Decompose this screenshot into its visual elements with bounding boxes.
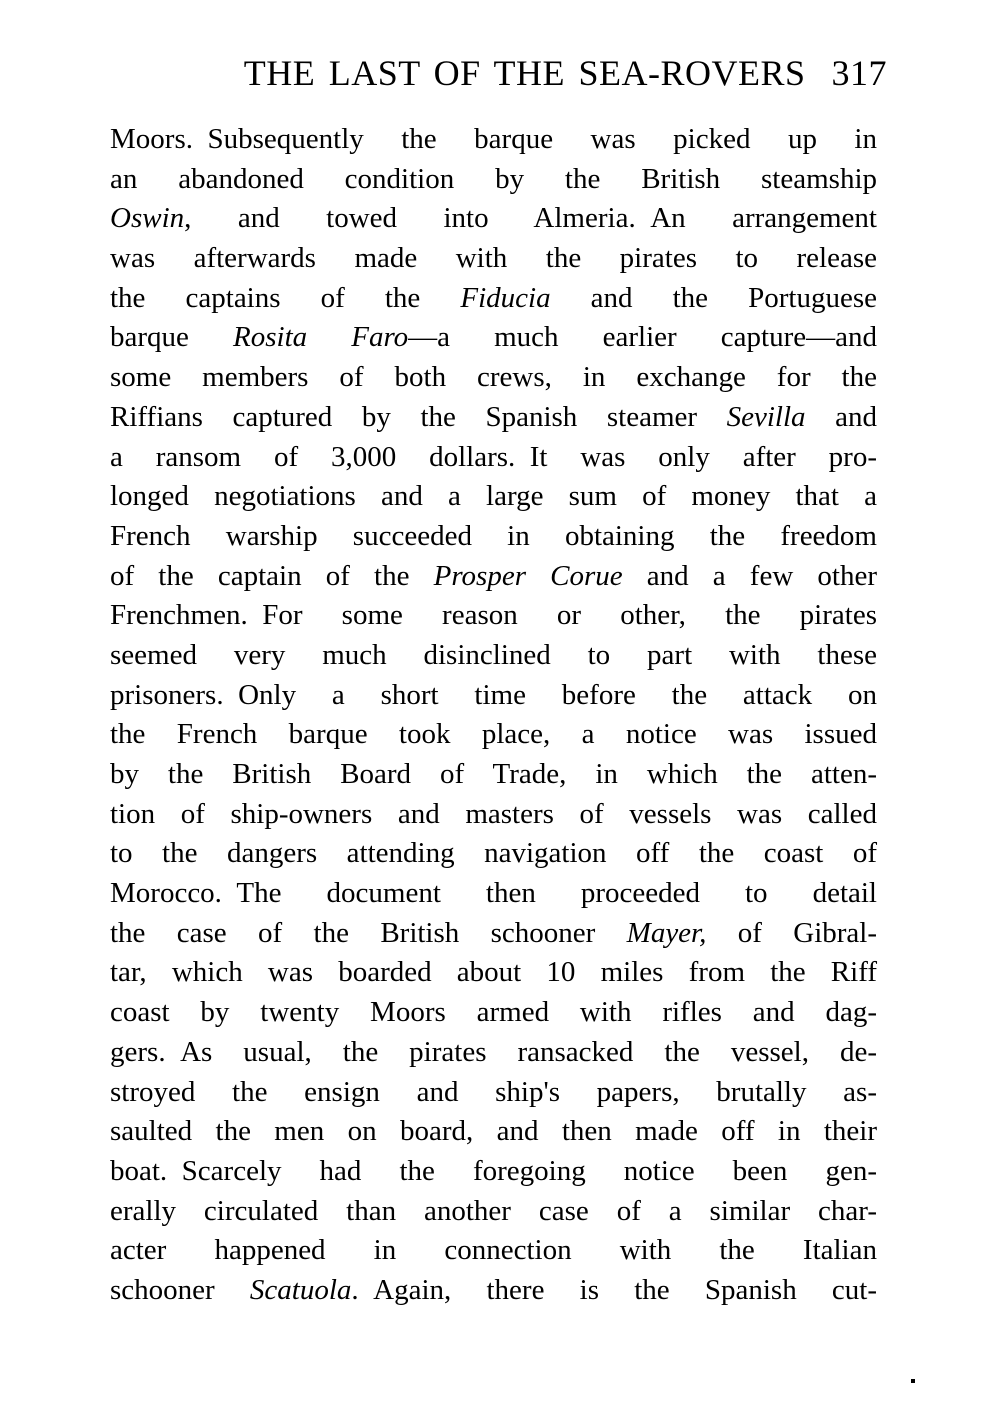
text-line: longed negotiations and a large sum of money that a (110, 480, 877, 513)
text-line: French warship succeeded in obtaining the freedom (110, 519, 877, 552)
text-line: erally circulated than another case of a similar char- (110, 1194, 877, 1227)
text-line: Frenchmen. For some reason or other, the pirates (110, 599, 877, 632)
text-line: schooner Scatuola. Again, there is the Spanish cut- (110, 1273, 878, 1306)
text-line: Oswin, and towed into Almeria. An arrangement (110, 202, 877, 235)
text-line: Riffians captured by the Spanish steamer Sevilla and (110, 400, 877, 433)
text-line: the case of the British schooner Mayer, of Gibral- (110, 916, 877, 949)
text-line: was afterwards made with the pirates to release (110, 242, 877, 275)
text-line: seemed very much disinclined to part with these (110, 638, 877, 671)
body-text (110, 120, 877, 1311)
text-line: by the British Board of Trade, in which the atten- (110, 758, 877, 790)
text-line: tar, which was boarded about 10 miles from the Riff (110, 956, 877, 989)
text-line: barque Rosita Faro—a much earlier capture—and (110, 321, 878, 354)
text-line: saulted the men on board, and then made off in their (110, 1115, 877, 1148)
text-line: Morocco. The document then proceeded to detail (110, 877, 877, 910)
text-line: acter happened in connection with the Italian (110, 1234, 877, 1267)
running-title: THE LAST OF THE SEA-ROVERS (243, 53, 806, 93)
text-line: some members of both crews, in exchange for the (110, 361, 877, 394)
text-line: tion of ship-owners and masters of vessels was called (110, 797, 877, 830)
text-line: Moors. Subsequently the barque was picked up in (110, 123, 877, 155)
text-line: the captains of the Fiducia and the Portuguese (110, 281, 878, 314)
text-line: gers. As usual, the pirates ransacked the vessel, de- (110, 1035, 877, 1068)
text-line: coast by twenty Moors armed with rifles and dag- (110, 996, 877, 1029)
ink-speck (911, 1379, 915, 1383)
page-header (110, 55, 887, 91)
text-line: of the captain of the Prosper Corue and a few other (110, 559, 877, 592)
text-line: stroyed the ensign and ship's papers, brutally as- (110, 1075, 877, 1108)
text-line: to the dangers attending navigation off the coast of (110, 837, 877, 870)
page-number: 317 (831, 53, 887, 93)
text-line: the French barque took place, a notice was issued (110, 718, 877, 751)
text-line: a ransom of 3,000 dollars. It was only after pro- (110, 440, 877, 473)
text-line: prisoners. Only a short time before the attack on (110, 678, 877, 711)
text-line: an abandoned condition by the British steamship (110, 162, 877, 195)
text-line: boat. Scarcely had the foregoing notice been gen- (110, 1154, 877, 1187)
